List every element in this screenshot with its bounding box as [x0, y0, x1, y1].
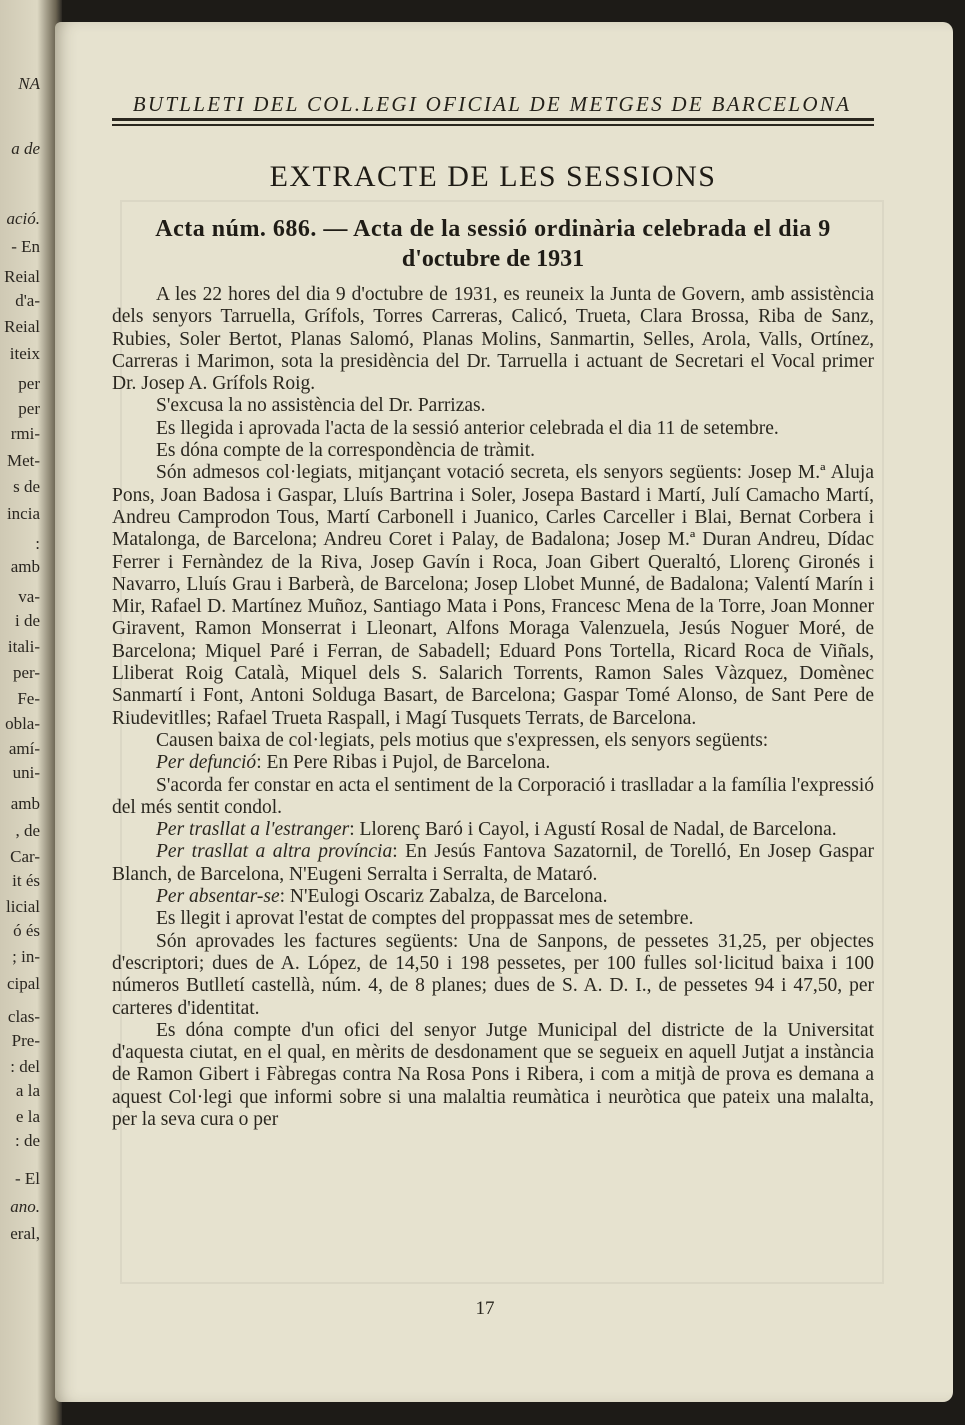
paragraph-label: Per trasllat a altra província — [156, 841, 393, 863]
left-page-fragment: s de — [13, 477, 40, 496]
paragraph — [112, 775, 874, 820]
paragraph — [112, 886, 874, 908]
left-page-fragment: Reial — [4, 317, 40, 336]
paragraph — [112, 284, 874, 395]
left-page-fragment: ano. — [10, 1197, 40, 1216]
left-page-fragment: cipal — [6, 974, 40, 993]
left-page-fragment: eral, — [10, 1224, 40, 1243]
paragraph — [112, 730, 874, 752]
left-page-fragment: per — [18, 374, 40, 393]
acta-heading-line1: Acta núm. 686. — Acta de la sessió ordinària celebrada el dia 9 — [155, 216, 831, 242]
left-page-fragment: Car- — [10, 847, 40, 866]
left-page-fragment: per — [18, 399, 40, 418]
page-number: 17 — [475, 1298, 495, 1319]
left-page-fragment: per- — [12, 663, 40, 682]
left-page-fragment: amb — [10, 557, 40, 576]
left-page-fragment: , de — [15, 821, 40, 840]
paragraph — [112, 440, 874, 462]
paragraph — [112, 395, 874, 417]
left-page-fragment: va- — [18, 587, 40, 606]
left-page-fragment: ; in- — [12, 947, 40, 966]
paragraph-text: S'excusa la no assistència del Dr. Parrizas. — [156, 395, 486, 417]
acta-heading-line2: d'octubre de 1931 — [401, 246, 585, 272]
left-page-fragment: iteix — [9, 344, 40, 363]
left-page-fragment: licial — [6, 897, 40, 916]
left-page-fragment: uni- — [12, 763, 40, 782]
section-title: EXTRACTE DE LES SESSIONS — [269, 160, 717, 193]
left-page-fragment: Met- — [6, 451, 40, 470]
paragraph — [112, 841, 874, 886]
left-page-fragment: : de — [14, 1131, 40, 1150]
left-page-fragment: NA — [18, 74, 40, 93]
running-head: BUTLLETI DEL COL.LEGI OFICIAL DE METGES DE BARCELONA — [132, 92, 852, 116]
paragraph-label: Per defunció — [156, 752, 257, 774]
left-page-fragment: Fe- — [17, 689, 40, 708]
paragraph — [112, 819, 874, 841]
left-page-fragment: - El — [14, 1169, 40, 1188]
paragraph-text: Causen baixa de col·legiats, pels motius que s'expressen, els senyors següents: — [156, 729, 769, 751]
paragraph — [112, 1020, 874, 1131]
left-page-fragment: amb — [10, 794, 40, 813]
left-page-fragment: Pre- — [11, 1031, 40, 1050]
body-text — [112, 284, 874, 1131]
left-page-fragment: : del — [10, 1057, 40, 1076]
left-page-fragment: ació. — [6, 209, 40, 228]
left-page-fragment: ó és — [13, 921, 40, 940]
paragraph-text: Són admesos col·legiats, mitjançant votació secreta, els senyors següents: Josep M.ª Aluja Pons, Joan Badosa i Gaspar, Lluís Bartrina i Soler, Josepa Bastard i Martí, Julí Camacho Martí, Andreu Camprodon Tous, Martí Carbonell i Juanico, Carles Carceller i Blai, Bernat Corbera i Matalonga, de Barcelona; Andreu Coret i Palay, de Badalona; Josep M.ª Duran Andreu, Dídac Ferrer i Fernàndez de la Riva, Josep Gavín i Roca, Joan Gibert Queraltó, Llorenç Gironés i Navarro, Lluís Grau i Barberà, de Barcelona; Josep Llobet Munné, de Badalona; Valentí Marín i Mir, Rafael D. Martínez Muñoz, Santiago Mata i Pons, Francesc Mena de la Torre, Joan Monner Giravent, Ramon Monserrat i Lleonart, Alfons Moraga Valenzuela, Jesús Noguer Moré, de Barcelona; Miquel Paré i Ferran, de Sabadell; Eduard Pons Tortella, Ricard Roca de Viñals, Lliberat Roig Català, Miquel dels S. Salarich Torrents, Ramon Sales Vàzquez, Domènec Sanmartí i Font, Antoni Solduga Basart, de Barcelona; Gaspar Tomé Alonso, de Sant Pere de Riudevitlles; Rafael Trueta Raspall, i Magí Tusquets Terrats, de Barcelona. — [112, 462, 874, 729]
left-page-fragment: itali- — [7, 637, 40, 656]
left-page-fragment: a la — [15, 1081, 40, 1100]
header-rule-thin — [112, 124, 874, 126]
left-page-edge — [0, 0, 62, 1425]
paragraph-text: Es dóna compte de la correspondència de tràmit. — [156, 440, 536, 462]
paragraph-text: S'acorda fer constar en acta el sentiment de la Corporació i traslladar a la família l'expressió del més sentit condol. — [112, 774, 874, 818]
paragraph — [112, 931, 874, 1020]
paragraph — [112, 908, 874, 930]
paragraph-text: : En Pere Ribas i Pujol, de Barcelona. — [256, 752, 551, 774]
left-page-fragment: obla- — [5, 714, 40, 733]
paragraph-text: Es llegida i aprovada l'acta de la sessió anterior celebrada el dia 11 de setembre. — [156, 417, 779, 439]
paragraph — [112, 418, 874, 440]
left-page-fragment: clas- — [7, 1007, 40, 1026]
paragraph-text: : N'Eulogi Oscariz Zabalza, de Barcelona. — [279, 886, 608, 908]
acta-heading — [112, 214, 874, 274]
left-page-fragment: Reial — [4, 267, 40, 286]
paragraph — [112, 752, 874, 774]
paragraph-text: : En Jesús Fantova Sazatornil, de Torelló, En Josep Gaspar Blanch, de Barcelona, N'Eugeni Serralta i Serralta, de Mataró. — [112, 841, 874, 885]
paragraph-text: Es llegit i aprovat l'estat de comptes del proppassat mes de setembre. — [156, 908, 694, 930]
paragraph-text: A les 22 hores del dia 9 d'octubre de 1931, es reuneix la Junta de Govern, amb assistència dels senyors Tarruella, Grífols, Torres Carreras, Calicó, Trueta, Clara Brossa, Riba de Sanz, Rubies, Soler Bertot, Planas Salomó, Planas Molins, Sanmartin, Selles, Arola, Valls, Ortínez, Carreras i Marimon, sota la presidència del Dr. Tarruella i actuant de Secretari el Vocal primer Dr. Josep A. Grífols Roig. — [112, 284, 874, 395]
paragraph-text: Es dóna compte d'un ofici del senyor Jutge Municipal del districte de la Universitat d'aquesta ciutat, en el qual, en mèrits de desdonament que se segueix en aquell Jutjat a instància de Ramon Gibert i Fàbregas contra Na Rosa Pons i Ribera, i com a mitjà de prova es demana a aquest Col·legi que informi sobre si una malaltia reumàtica i neuròtica que pateix una malalta, per la seva cura o per — [112, 1019, 874, 1130]
left-page-fragment: e la — [15, 1107, 40, 1126]
paragraph-label: Per trasllat a l'estranger — [156, 819, 350, 841]
left-page-fragment: incia — [6, 504, 40, 523]
left-page-fragment: i de — [14, 611, 40, 630]
left-page-fragment: - En — [11, 237, 40, 256]
paragraph-text: Són aprovades les factures següents: Una de Sanpons, de pessetes 31,25, per objectes d'escriptori; dues de A. López, de 14,50 i 198 pessetes, per 100 fulles sol·licitud baixa i 100 números Butlletí castellà, núm. 4, de 8 planes; dues de S. A. D. I., de pessetes 94 i 47,50, per carteres d'identitat. — [112, 930, 874, 1019]
left-page-fragment: d'a- — [15, 291, 40, 310]
left-page-fragment: : — [35, 534, 40, 553]
paragraph — [112, 462, 874, 730]
left-page-fragment: rmi- — [10, 424, 40, 443]
header-rule-thick — [112, 118, 874, 121]
paragraph-label: Per absentar-se — [156, 886, 280, 908]
left-page-fragment: it és — [12, 871, 40, 890]
left-page-fragment: amí- — [8, 739, 40, 758]
left-page-fragment: a de — [11, 139, 40, 158]
paragraph-text: : Llorenç Baró i Cayol, i Agustí Rosal de Nadal, de Barcelona. — [349, 819, 837, 841]
